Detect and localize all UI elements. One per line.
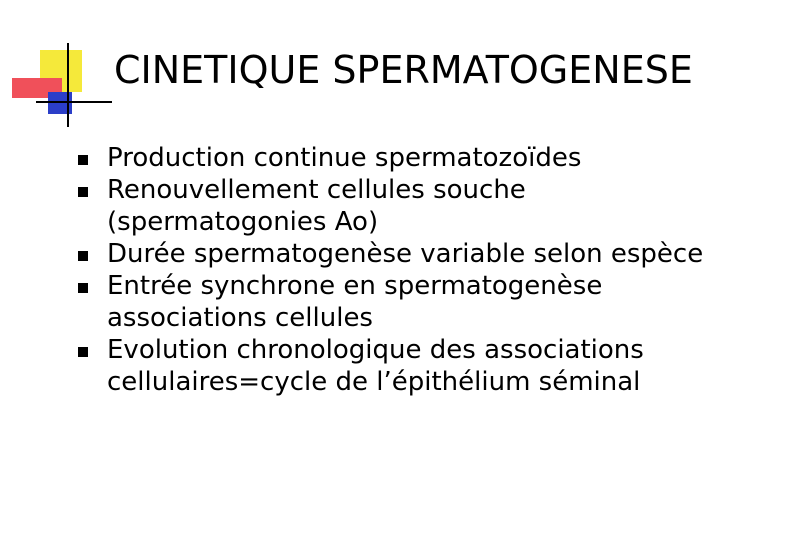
square-bullet-icon [78, 347, 88, 357]
bullet-line: (spermatogonies Ao) [107, 207, 379, 237]
bullet-line: Production continue spermatozoïdes [107, 143, 582, 173]
bullet-item [78, 334, 703, 398]
slide-title: CINETIQUE SPERMATOGENESE [114, 48, 693, 92]
bullet-line: Entrée synchrone en spermatogenèse [107, 271, 603, 301]
bullet-item [78, 238, 703, 270]
decorative-logo-icon [0, 0, 120, 140]
square-bullet-icon [78, 155, 88, 165]
bullet-line: Renouvellement cellules souche [107, 175, 526, 205]
bullet-line: cellulaires=cycle de l’épithélium séminal [107, 367, 641, 397]
square-bullet-icon [78, 283, 88, 293]
square-bullet-icon [78, 187, 88, 197]
bullet-item [78, 174, 703, 238]
bullet-line: associations cellules [107, 303, 373, 333]
bullet-list [78, 142, 703, 398]
bullet-line: Durée spermatogenèse variable selon espèce [107, 239, 704, 269]
bullet-item [78, 142, 703, 174]
bullet-item [78, 270, 703, 334]
square-bullet-icon [78, 251, 88, 261]
bullet-line: Evolution chronologique des associations [107, 335, 644, 365]
